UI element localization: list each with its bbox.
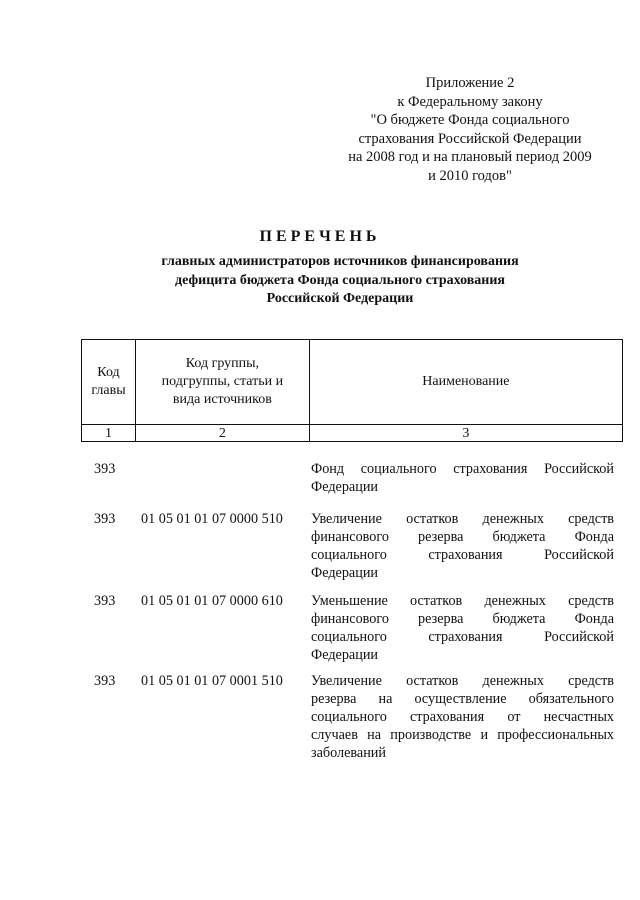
row-code: 393 xyxy=(94,461,116,477)
row-name-line: Федерации xyxy=(311,479,379,495)
row-name-line: заболеваний xyxy=(311,745,386,761)
row-name-line: Фонд социального страхования Российской xyxy=(311,461,614,477)
row-name-line: Увеличение остатков денежных средств xyxy=(311,673,614,689)
appendix-line: на 2008 год и на плановый период 2009 xyxy=(348,149,592,165)
header-name: Наименование xyxy=(309,340,622,425)
row-name-line: Федерации xyxy=(311,565,379,581)
row-name-line: Увеличение остатков денежных средств xyxy=(311,511,614,527)
row-group-code: 01 05 01 01 07 0000 510 xyxy=(141,511,283,527)
header-code: Код главы xyxy=(82,340,136,425)
subtitle-line: дефицита бюджета Фонда социального страхования xyxy=(174,272,506,288)
row-code: 393 xyxy=(94,593,116,609)
row-name-line: Федерации xyxy=(311,647,379,663)
row-group-code: 01 05 01 01 07 0001 510 xyxy=(141,673,283,689)
row-name-line: финансового резерва бюджета Фонда xyxy=(311,611,614,627)
subtitle-line: Российской Федерации xyxy=(266,291,414,306)
row-name xyxy=(311,672,614,762)
table-header xyxy=(81,339,623,442)
subtitle-line: главных администраторов источников финансирования xyxy=(161,254,519,269)
row-name-line: случаев на производстве и профессиональных xyxy=(311,727,614,743)
document-subtitle xyxy=(60,253,620,309)
row-name-line: социального страхования Российской xyxy=(311,547,614,563)
row-name xyxy=(311,592,614,664)
row-name-line: социального страхования от несчастных xyxy=(311,709,614,725)
row-name xyxy=(311,510,614,582)
row-name xyxy=(311,460,614,496)
document-title: ПЕРЕЧЕНЬ xyxy=(259,228,381,245)
column-number: 2 xyxy=(135,425,309,442)
header-group: Код группы, подгруппы, статьи и вида источников xyxy=(135,340,309,425)
row-group-code: 01 05 01 01 07 0000 610 xyxy=(141,593,283,609)
appendix-line: "О бюджете Фонда социального xyxy=(370,112,570,128)
appendix-line: Приложение 2 xyxy=(425,75,515,91)
row-name-line: финансового резерва бюджета Фонда xyxy=(311,529,614,545)
row-name-line: социального страхования Российской xyxy=(311,629,614,645)
row-code: 393 xyxy=(94,511,116,527)
appendix-header xyxy=(300,74,640,185)
row-name-line: Уменьшение остатков денежных средств xyxy=(311,593,614,609)
appendix-line: и 2010 годов" xyxy=(428,167,512,184)
appendix-line: страхования Российской Федерации xyxy=(358,130,582,147)
column-number: 3 xyxy=(309,425,622,442)
row-name-line: резерва на осуществление обязательного xyxy=(311,691,614,707)
appendix-line: к Федеральному закону xyxy=(397,93,543,110)
column-number: 1 xyxy=(82,425,136,442)
row-code: 393 xyxy=(94,673,116,689)
